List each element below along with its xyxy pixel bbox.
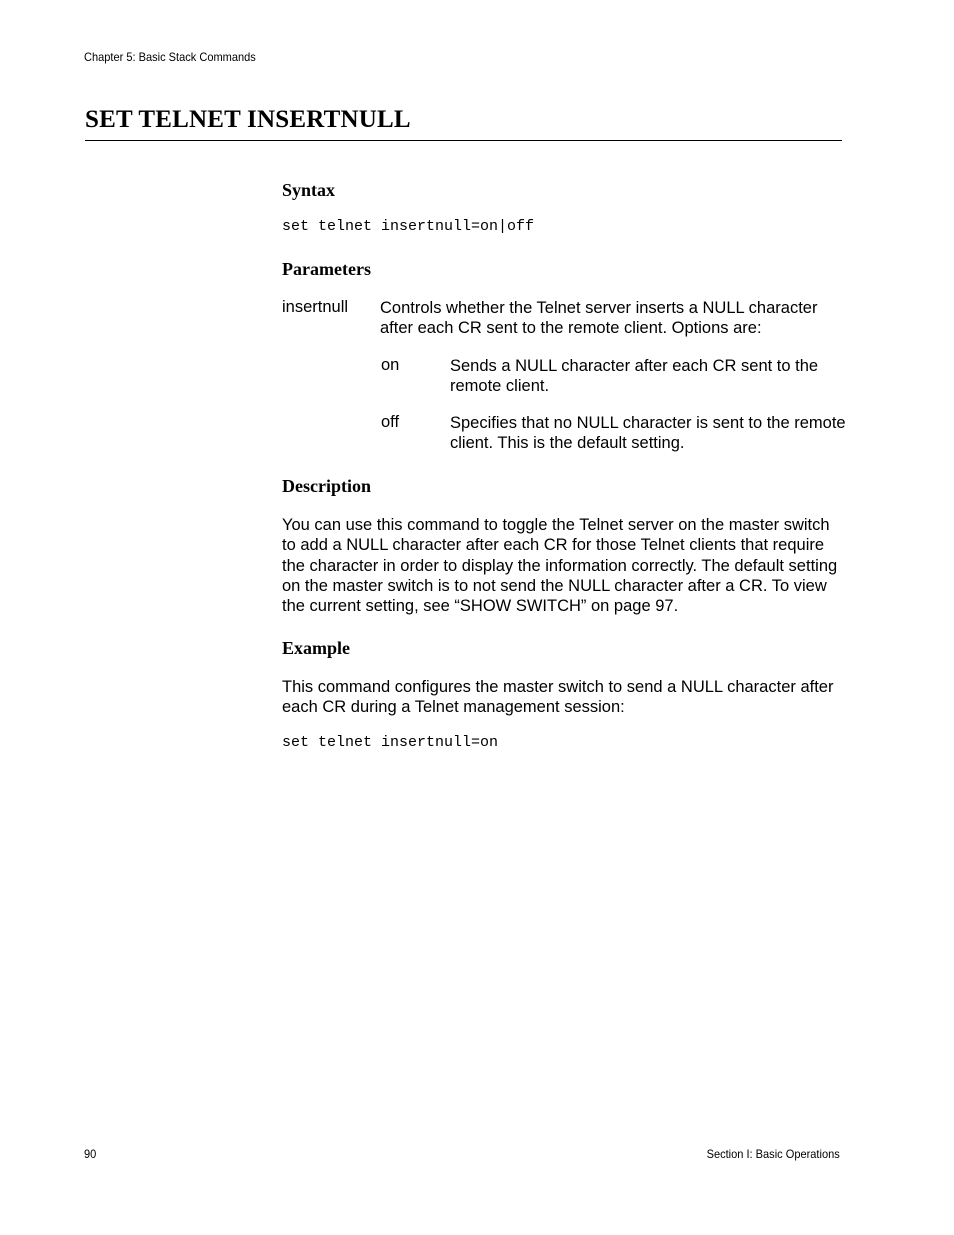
title-rule xyxy=(85,140,842,141)
description-heading: Description xyxy=(282,476,371,496)
example-code: set telnet insertnull=on xyxy=(282,734,499,751)
parameter-description: Controls whether the Telnet server inserts a NULL character after each CR sent to the remote client. Options are: xyxy=(380,299,818,338)
parameter-name: insertnull xyxy=(282,298,349,316)
option-description-on: Sends a NULL character after each CR sent to the remote client. xyxy=(450,357,819,396)
syntax-heading: Syntax xyxy=(282,180,336,200)
example-heading: Example xyxy=(282,638,351,658)
syntax-code: set telnet insertnull=on|off xyxy=(282,218,535,235)
section-footer: Section I: Basic Operations xyxy=(706,1147,840,1161)
page-number: 90 xyxy=(84,1147,97,1161)
running-header: Chapter 5: Basic Stack Commands xyxy=(84,50,256,64)
option-description-off: Specifies that no NULL character is sent to the remote client. This is the default setting. xyxy=(450,414,846,453)
parameters-heading: Parameters xyxy=(282,259,371,279)
option-name-on: on xyxy=(381,356,400,374)
example-text: This command configures the master switch to send a NULL character after each CR during a Telnet management session: xyxy=(282,678,834,717)
page-title: SET TELNET INSERTNULL xyxy=(85,106,411,133)
option-name-off: off xyxy=(381,413,400,431)
description-text: You can use this command to toggle the Telnet server on the master switch to add a NULL character after each CR for those Telnet clients that require the character in order to display the information correctly. The default setting on the master switch is to not send the NULL character after a CR. To view the current setting, see “SHOW SWITCH” on page 97. xyxy=(282,516,838,616)
